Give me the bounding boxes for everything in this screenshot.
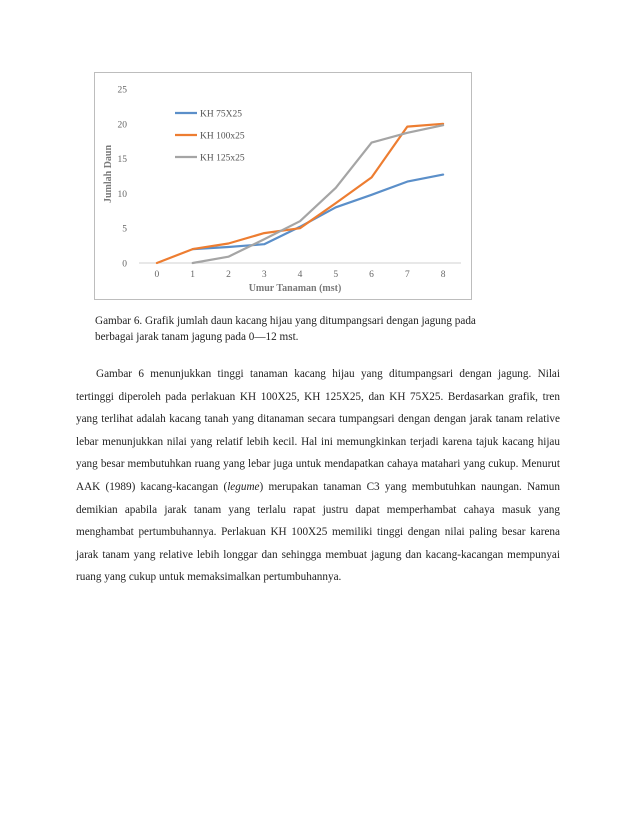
x-tick-label: 8 [440,270,446,280]
italic-term: legume [227,480,260,493]
x-tick-label: 1 [190,270,196,280]
x-tick-label: 0 [154,270,160,280]
figure-caption [95,314,555,345]
paragraph-text-end: ) merupakan tanaman C3 yang membutuhkan naungan. Namun demikian apabila jarak tanam yang terlalu rapat justru dapat memperhambat cahaya masuk yang menghambat pertumbuhannya. Perlakuan KH 100X25 memiliki tinggi dengan nilai paling besar karena jarak tanam yang relative lebih longgar dan sehingga membuat jagung dan kacang-kacangan mempunyai ruang yang cukup untuk memaksimalkan pertumbuhannya. [76,480,560,584]
y-tick-label: 5 [122,224,127,235]
chart-canvas [95,73,471,299]
caption-line-1: Gambar 6. Grafik jumlah daun kacang hijau yang ditumpangsari dengan jagung pada [95,315,476,327]
x-tick-label: 7 [404,270,410,280]
y-tick-label: 0 [122,259,127,270]
x-tick-label: 4 [297,270,303,280]
y-axis-title: Jumlah Daun [103,144,114,204]
x-axis-title: Umur Tanaman (mst) [248,283,342,294]
line-chart [94,72,472,300]
caption-line-2: berbagai jarak tanam jagung pada 0—12 mst. [95,330,299,343]
body-text [76,363,560,589]
x-tick-label: 3 [261,270,267,280]
x-tick-label: 5 [333,270,339,280]
series-line [193,175,443,250]
paragraph-text-start: Gambar 6 menunjukkan tinggi tanaman kacang hijau yang ditumpangsari dengan jagung. Nilai tertinggi diperoleh pada perlakuan KH 100X25, KH 125X25, dan KH 75X25. Berdasarkan grafik, tren yang terlihat adalah kacang tanah yang ditanaman secara tumpangsari dengan dengan jarak tanam relative lebar menunjukkan nilai yang relatif lebih kecil. Hal ini memungkinkan terjadi karena tajuk kacang hijau yang besar membutuhkan ruang yang lebar juga untuk mendapatkan cahaya matahari yang cukup. Menurut AAK (1989) kacang-kacangan ( [76,368,560,493]
series-line [157,124,443,263]
y-tick-label: 25 [117,85,127,96]
x-tick-label: 6 [369,270,374,280]
y-tick-label: 20 [117,120,127,131]
legend-entry: KH 125x25 [200,153,245,164]
x-tick-label: 2 [226,270,231,280]
legend-entry: KH 75X25 [200,109,242,120]
legend-entry: KH 100x25 [200,131,245,142]
y-tick-label: 15 [117,155,127,166]
paragraph [76,363,560,589]
y-tick-label: 10 [117,189,127,200]
